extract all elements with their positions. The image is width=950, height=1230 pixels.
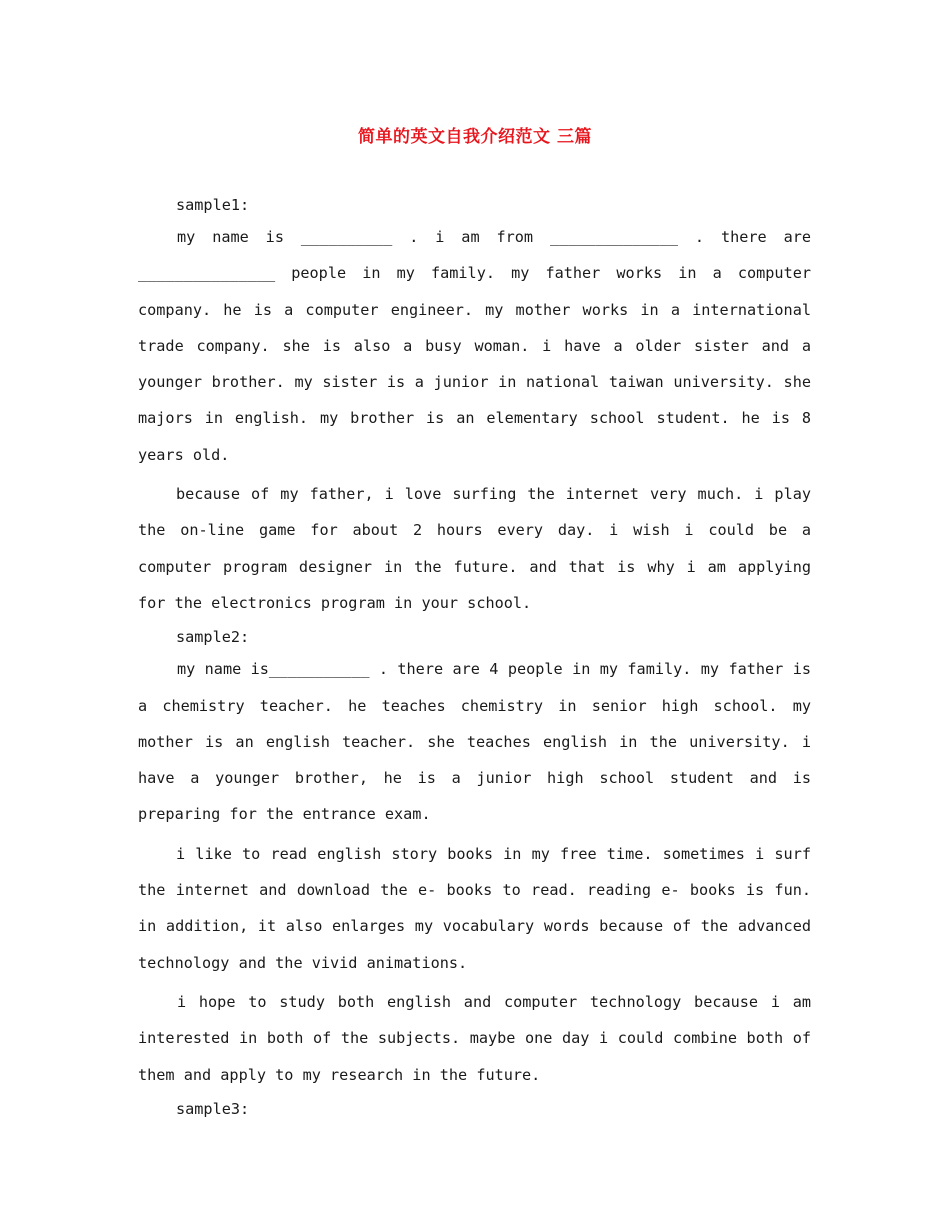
- paragraph: i hope to study both english and computer technology because i am interested in both of the subjects. maybe one day i could combine both of them and apply to my research in the future.: [138, 992, 811, 1084]
- section-label-sample2: sample2:: [176, 628, 250, 647]
- section-label-sample3: sample3:: [176, 1099, 250, 1118]
- document-body: [138, 192, 811, 1123]
- paragraph: my name is __________ . i am from ______________ . there are _______________ people in my family. my father works in a computer company. he is a computer engineer. my mother works in a international trade company. she is also a busy woman. i have a older sister and a younger brother. my sister is a junior in national taiwan university. she majors in english. my brother is an elementary school student. he is 8 years old.: [138, 228, 811, 464]
- document-title: 简单的英文自我介绍范文 三篇: [358, 127, 592, 147]
- paragraph: i like to read english story books in my free time. sometimes i surf the internet and download the e- books to read. reading e- books is fun. in addition, it also enlarges my vocabulary words because of the advanced technology and the vivid animations.: [138, 844, 811, 972]
- paragraph: my name is___________ . there are 4 people in my family. my father is a chemistry teacher. he teaches chemistry in senior high school. my mother is an english teacher. she teaches english in the university. i have a younger brother, he is a junior high school student and is preparing for the entrance exam.: [138, 660, 811, 824]
- section-label-sample1: sample1:: [176, 196, 250, 214]
- paragraph: because of my father, i love surfing the internet very much. i play the on-line game for about 2 hours every day. i wish i could be a computer program designer in the future. and that is why i am applying for the electronics program in your school.: [138, 485, 811, 612]
